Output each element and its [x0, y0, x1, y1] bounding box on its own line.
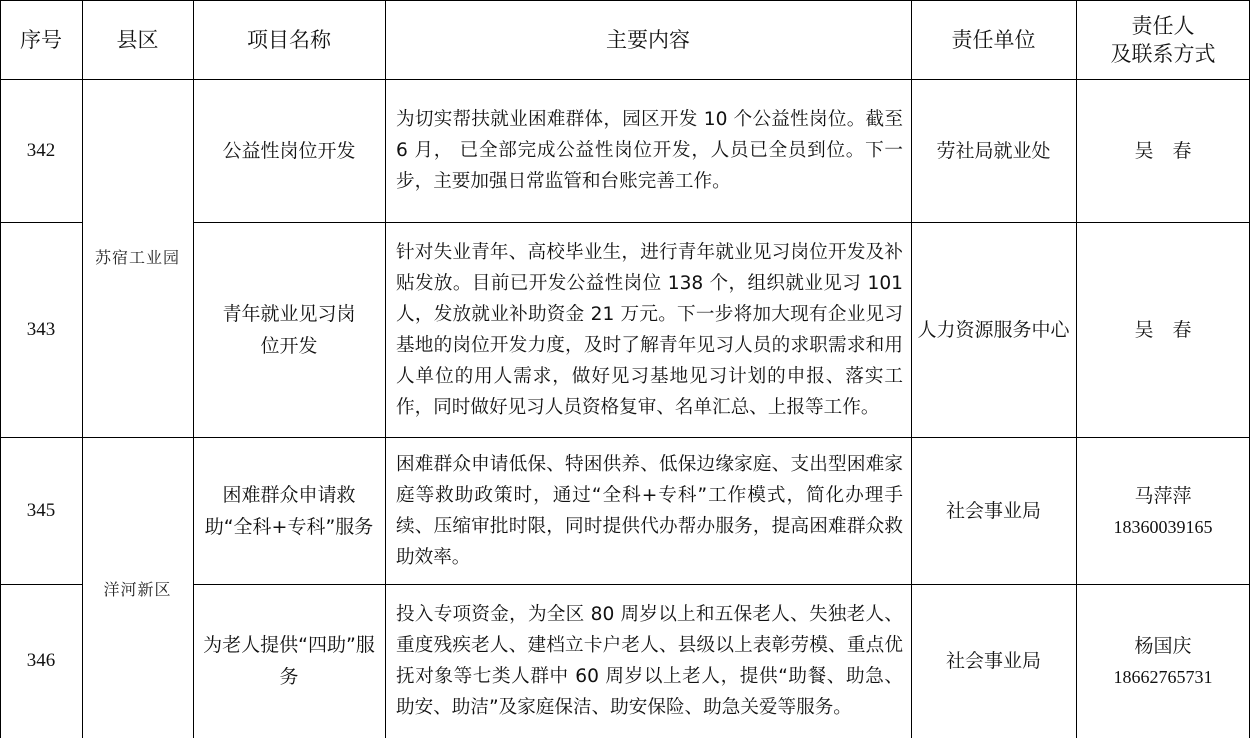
row-person-name: 马萍萍	[1134, 484, 1192, 507]
row-project: 为老人提供“四助”服务	[203, 634, 375, 688]
row-project: 公益性岗位开发	[222, 139, 356, 162]
row-content: 针对失业青年、高校毕业生，进行青年就业见习岗位开发及补贴发放。目前已开发公益性岗位 138 个，组织就业见习 101 人，发放就业补助资金 21 万元。下一步将加大现有企业见习基地的岗位开发力度，及时了解青年见习人员的求职需求和用人单位的用人需求，做好见习基地见习计划的申报、落实工作，同时做好见习人员资格复审、名单汇总、上报等工作。	[396, 241, 903, 418]
row-unit: 社会事业局	[945, 499, 1041, 522]
header-index: 序号	[20, 27, 62, 52]
header-unit: 责任单位	[951, 27, 1036, 52]
row-person: 吴 春	[1134, 139, 1192, 162]
row-content: 困难群众申请低保、特困供养、低保边缘家庭、支出型困难家庭等救助政策时，通过“全科+专科”工作模式，简化办理手续、压缩审批时限，同时提供代办帮办服务，提高困难群众救助效率。	[396, 453, 903, 568]
header-county: 县区	[116, 27, 159, 52]
row-index: 342	[26, 139, 56, 161]
row-unit: 社会事业局	[945, 650, 1041, 672]
header-project: 项目名称	[247, 27, 331, 52]
row-unit: 人力资源服务中心	[917, 318, 1070, 341]
row-person-name: 杨国庆	[1134, 635, 1192, 657]
row-project: 困难群众申请救助“全科+专科”服务	[204, 483, 374, 538]
row-unit: 劳社局就业处	[936, 139, 1051, 162]
county-cell-yanghe: 洋河新区	[103, 579, 172, 599]
row-person	[1076, 437, 1250, 584]
row-index: 346	[26, 650, 56, 671]
row-person-phone: 18360039165	[1113, 516, 1213, 537]
row-content: 投入专项资金，为全区 80 周岁以上和五保老人、失独老人、重度残疾老人、建档立卡户老人、县级以上表彰劳模、重点优抚对象等七类人群中 60 周岁以上老人，提供“助餐、助急、助安、助洁”及家庭保洁、助安保险、助急关爱等服务。	[396, 604, 903, 718]
row-person: 吴 春	[1134, 318, 1192, 341]
row-index: 343	[26, 318, 56, 340]
header-content: 主要内容	[606, 27, 690, 52]
header-person-line2: 及联系方式	[1110, 41, 1216, 66]
row-project: 青年就业见习岗位开发	[222, 302, 356, 357]
row-person-phone: 18662765731	[1113, 667, 1213, 687]
header-person-line1: 责任人	[1131, 13, 1195, 38]
row-index: 345	[26, 499, 56, 521]
header-person	[1076, 0, 1250, 79]
county-cell-suqiao: 苏宿工业园	[94, 248, 180, 267]
row-person	[1076, 584, 1250, 738]
row-content: 为切实帮扶就业困难群体，园区开发 10 个公益性岗位。截至 6 月， 已全部完成公益性岗位开发，人员已全员到位。下一步，主要加强日常监管和台账完善工作。	[396, 109, 903, 192]
